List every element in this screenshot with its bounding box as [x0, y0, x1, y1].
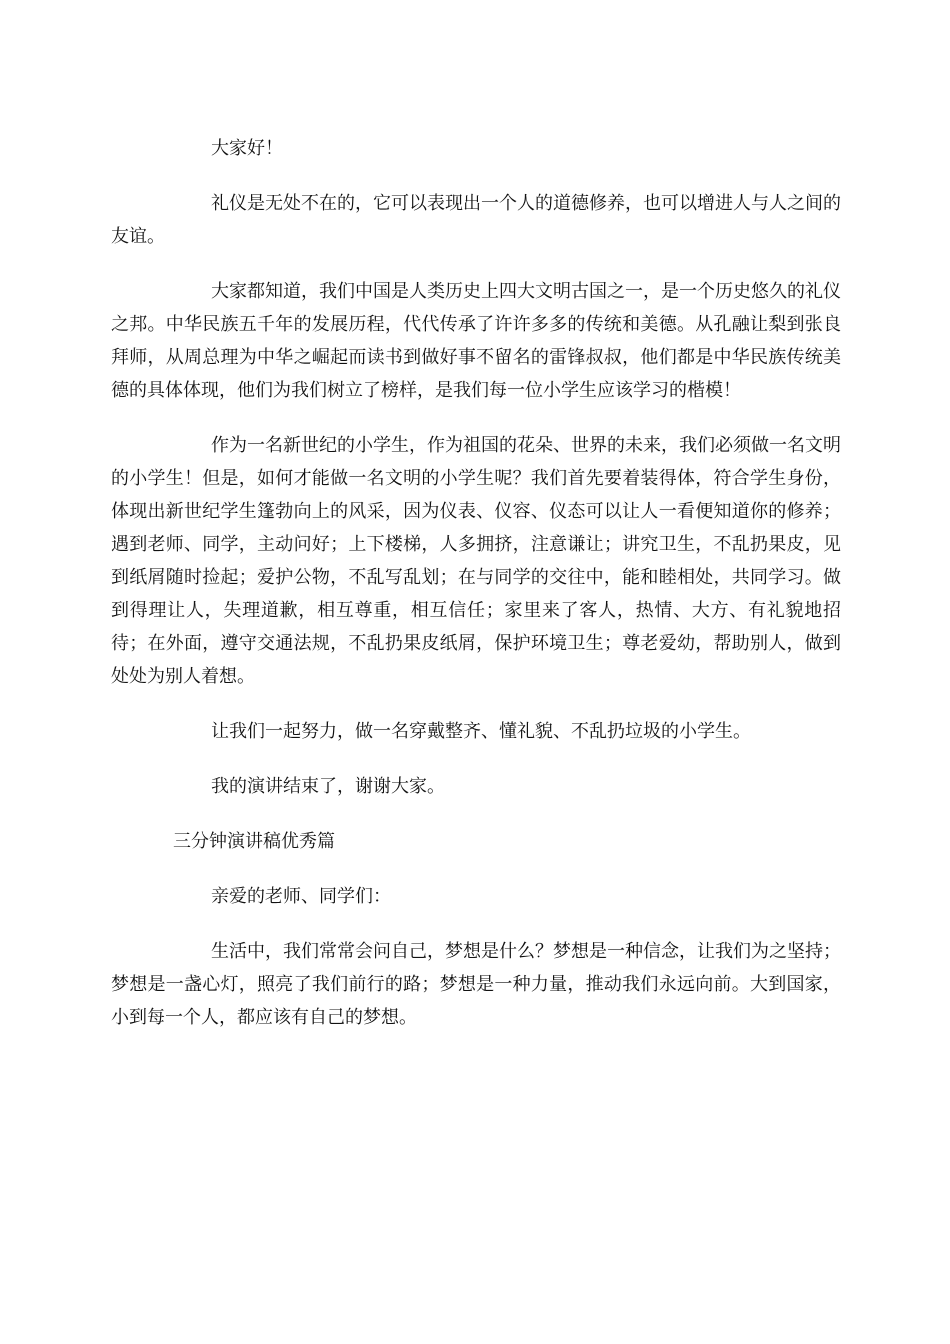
- section-heading: 三分钟演讲稿优秀篇: [173, 831, 335, 852]
- paragraph-salutation: 亲爱的老师、同学们：: [211, 886, 391, 907]
- paragraph-etiquette-intro: 礼仪是无处不在的，它可以表现出一个人的道德修养，也可以增进人与人之间的友谊。: [111, 193, 841, 247]
- paragraph-closing: 我的演讲结束了，谢谢大家。: [211, 776, 445, 797]
- paragraph-dream: 生活中，我们常常会问自己，梦想是什么？梦想是一种信念，让我们为之坚持；梦想是一盏心灯，照亮了我们前行的路；梦想是一种力量，推动我们永远向前。大到国家，小到每一个人，都应该有自己的梦想。: [111, 941, 841, 1028]
- paragraph-civilized-student: 作为一名新世纪的小学生，作为祖国的花朵、世界的未来，我们必须做一名文明的小学生！但是，如何才能做一名文明的小学生呢？我们首先要着装得体，符合学生身份，体现出新世纪学生篷勃向上的风采，因为仪表、仪容、仪态可以让人一看便知道你的修养；遇到老师、同学，主动问好；上下楼梯，人多拥挤，注意谦让；讲究卫生，不乱扔果皮，见到纸屑随时捡起；爱护公物，不乱写乱划；在与同学的交往中，能和睦相处，共同学习。做到得理让人，失理道歉，相互尊重，相互信任；家里来了客人，热情、大方、有礼貌地招待；在外面，遵守交通法规，不乱扔果皮纸屑，保护环境卫生；尊老爱幼，帮助别人，做到处处为别人着想。: [111, 435, 841, 687]
- paragraph-greeting: 大家好！: [211, 138, 283, 159]
- document-body: [111, 132, 841, 1056]
- paragraph-china-history: 大家都知道，我们中国是人类历史上四大文明古国之一，是一个历史悠久的礼仪之邦。中华民族五千年的发展历程，代代传承了许许多多的传统和美德。从孔融让梨到张良拜师，从周总理为中华之崛起而读书到做好事不留名的雷锋叔叔，他们都是中华民族传统美德的具体体现，他们为我们树立了榜样，是我们每一位小学生应该学习的楷模！: [111, 281, 841, 401]
- paragraph-call-to-action: 让我们一起努力，做一名穿戴整齐、懂礼貌、不乱扔垃圾的小学生。: [211, 721, 751, 742]
